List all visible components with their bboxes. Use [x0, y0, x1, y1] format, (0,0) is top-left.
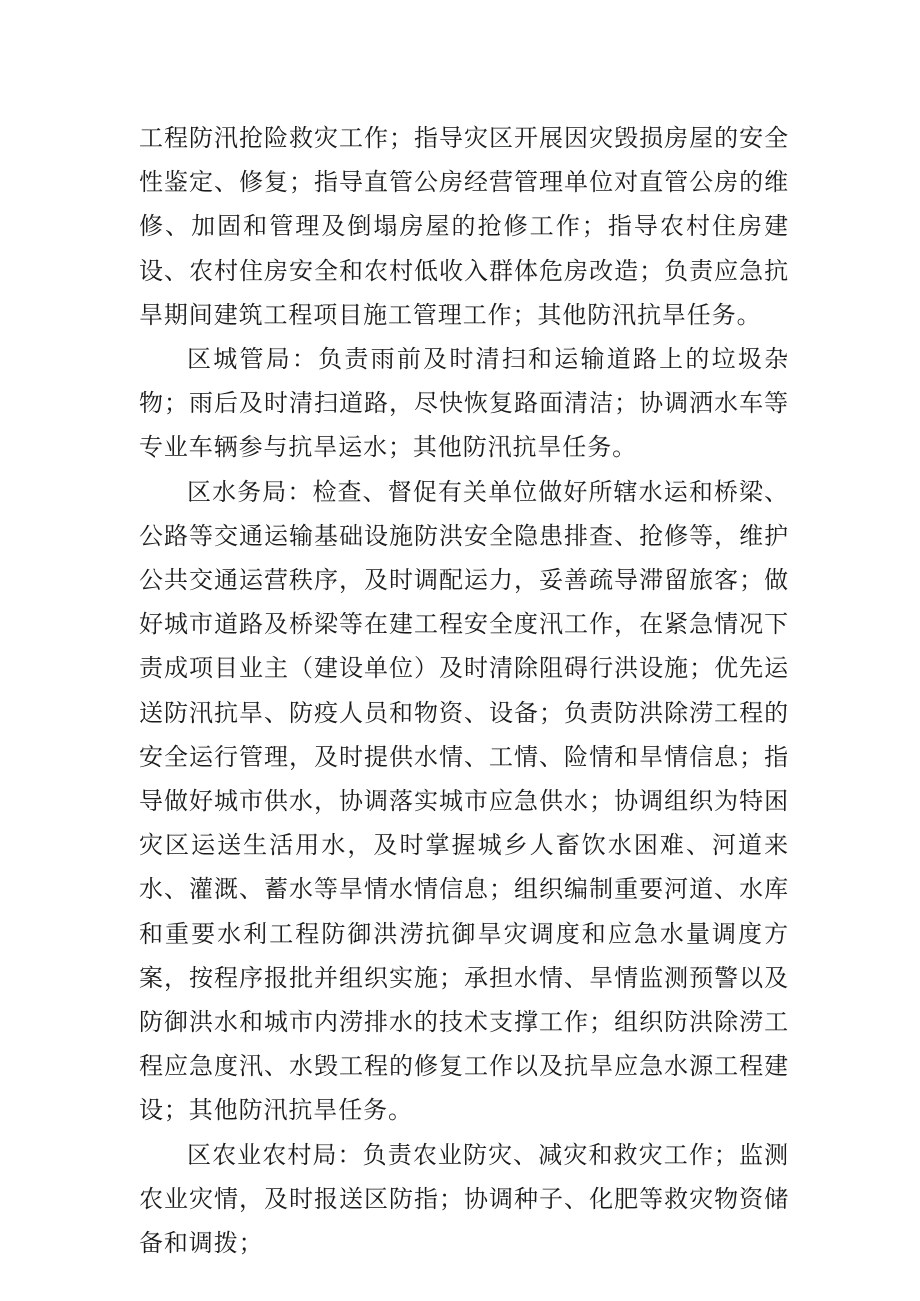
document-body	[139, 116, 789, 1265]
paragraph-water-affairs: 区水务局：检查、督促有关单位做好所辖水运和桥梁、公路等交通运输基础设施防洪安全隐患排查、抢修等，维护公共交通运营秩序，及时调配运力，妥善疏导滞留旅客；做好城市道路及桥梁等在建工程安全度汛工作，在紧急情况下责成项目业主（建设单位）及时清除阻碍行洪设施；优先运送防汛抗旱、防疫人员和物资、设备；负责防洪除涝工程的安全运行管理，及时提供水情、工情、险情和旱情信息；指导做好城市供水，协调落实城市应急供水；协调组织为特困灾区运送生活用水，及时掌握城乡人畜饮水困难、河道来水、灌溉、蓄水等旱情水情信息；组织编制重要河道、水库和重要水利工程防御洪涝抗御旱灾调度和应急水量调度方案，按程序报批并组织实施；承担水情、旱情监测预警以及防御洪水和城市内涝排水的技术支撑工作；组织防洪除涝工程应急度汛、水毁工程的修复工作以及抗旱应急水源工程建设；其他防汛抗旱任务。	[139, 477, 789, 1125]
paragraph-housing-continued: 工程防汛抢险救灾工作；指导灾区开展因灾毁损房屋的安全性鉴定、修复；指导直管公房经营管理单位对直管公房的维修、加固和管理及倒塌房屋的抢修工作；指导农村住房建设、农村住房安全和农村低收入群体危房改造；负责应急抗旱期间建筑工程项目施工管理工作；其他防汛抗旱任务。	[139, 124, 789, 329]
paragraph-urban-management: 区城管局：负责雨前及时清扫和运输道路上的垃圾杂物；雨后及时清扫道路，尽快恢复路面清洁；协调洒水车等专业车辆参与抗旱运水；其他防汛抗旱任务。	[139, 345, 789, 462]
paragraph-agriculture: 区农业农村局：负责农业防灾、减灾和救灾工作；监测农业灾情，及时报送区防指；协调种子、化肥等救灾物资储备和调拨；	[139, 1140, 789, 1258]
